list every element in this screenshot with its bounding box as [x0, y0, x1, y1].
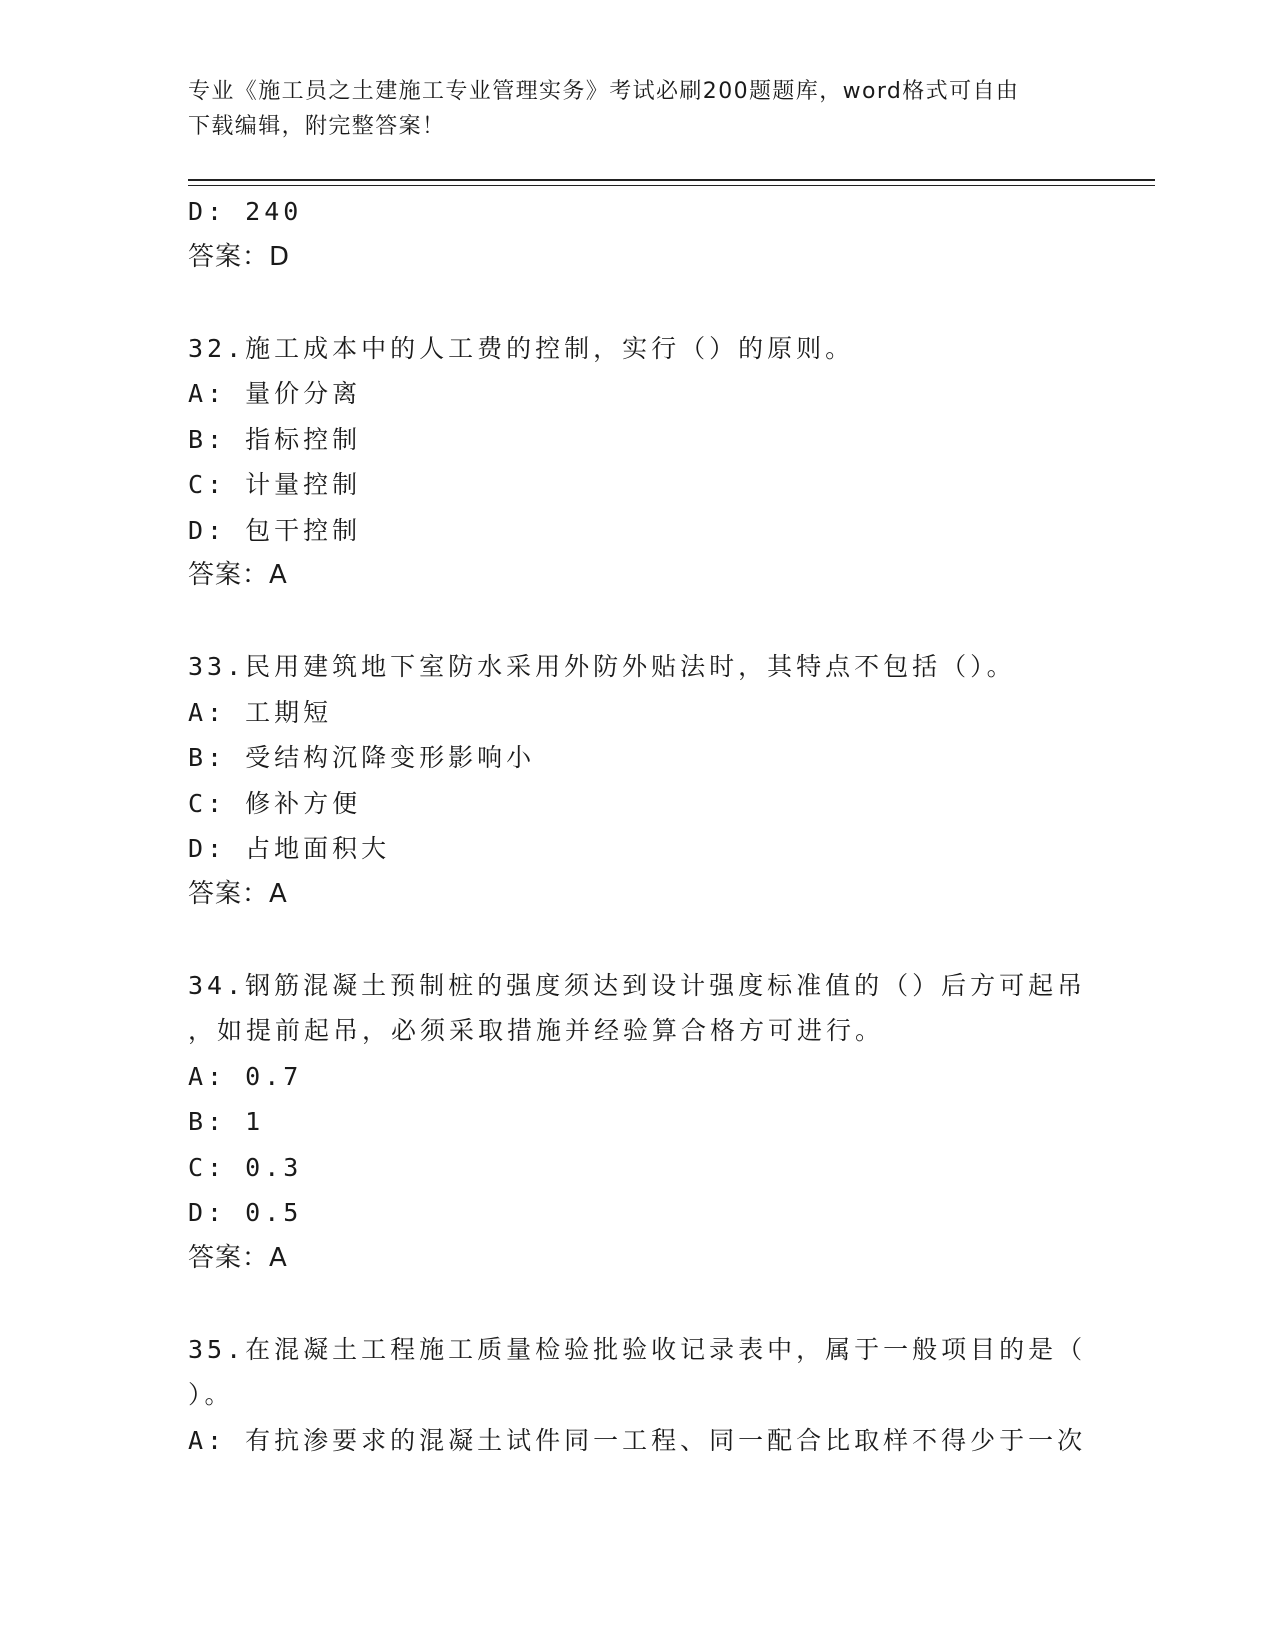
question-block: [188, 1327, 1088, 1464]
option-d: D: 占地面积大: [188, 834, 391, 863]
question-block: [188, 644, 1088, 917]
header-line-2: 下载编辑，附完整答案！: [188, 114, 446, 139]
answer-line: 答案：A: [188, 560, 288, 590]
question-block: [188, 326, 1088, 599]
option-c: C: 计量控制: [188, 470, 362, 499]
option-b: B: 1: [188, 1107, 265, 1136]
option-c: C: 0.3: [188, 1152, 303, 1182]
spacer: [188, 599, 1088, 645]
question-stem: 32.施工成本中的人工费的控制，实行（）的原则。: [188, 333, 855, 363]
header-divider-thick: [188, 179, 1155, 181]
header-divider-thin: [188, 185, 1155, 186]
question-stem-line-2: ）。: [188, 1380, 234, 1409]
spacer: [188, 917, 1088, 963]
question-stem: 33.民用建筑地下室防水采用外防外贴法时，其特点不包括（）。: [188, 652, 1016, 681]
option-a: A: 工期短: [188, 697, 333, 727]
header-line-1: 专业《施工员之土建施工专业管理实务》考试必刷200题题库，word格式可自由: [188, 79, 1020, 104]
option-a: A: 0.7: [188, 1061, 303, 1091]
spacer: [188, 280, 1088, 326]
document-header: [188, 74, 1088, 144]
question-list: [188, 189, 1088, 1463]
answer-line: 答案：A: [188, 1242, 288, 1273]
option-d: D: 240: [188, 197, 303, 226]
option-b: B: 指标控制: [188, 424, 362, 454]
answer-line: 答案：A: [188, 878, 288, 909]
option-a: A: 量价分离: [188, 379, 362, 408]
option-a: A: 有抗渗要求的混凝土试件同一工程、同一配合比取样不得少于一次: [188, 1425, 1087, 1455]
question-stem-line-1: 35.在混凝土工程施工质量检验批验收记录表中，属于一般项目的是（: [188, 1334, 1087, 1364]
option-c: C: 修补方便: [188, 788, 362, 818]
question-block: [188, 963, 1088, 1282]
option-d: D: 包干控制: [188, 515, 362, 545]
answer-line: 答案：D: [188, 241, 291, 272]
option-d: D: 0.5: [188, 1198, 303, 1227]
question-stem-line-2: ，如提前起吊，必须采取措施并经验算合格方可进行。: [188, 1016, 885, 1045]
spacer: [188, 1281, 1088, 1327]
option-b: B: 受结构沉降变形影响小: [188, 743, 536, 772]
question-stem-line-1: 34.钢筋混凝土预制桩的强度须达到设计强度标准值的（）后方可起吊: [188, 970, 1087, 1000]
